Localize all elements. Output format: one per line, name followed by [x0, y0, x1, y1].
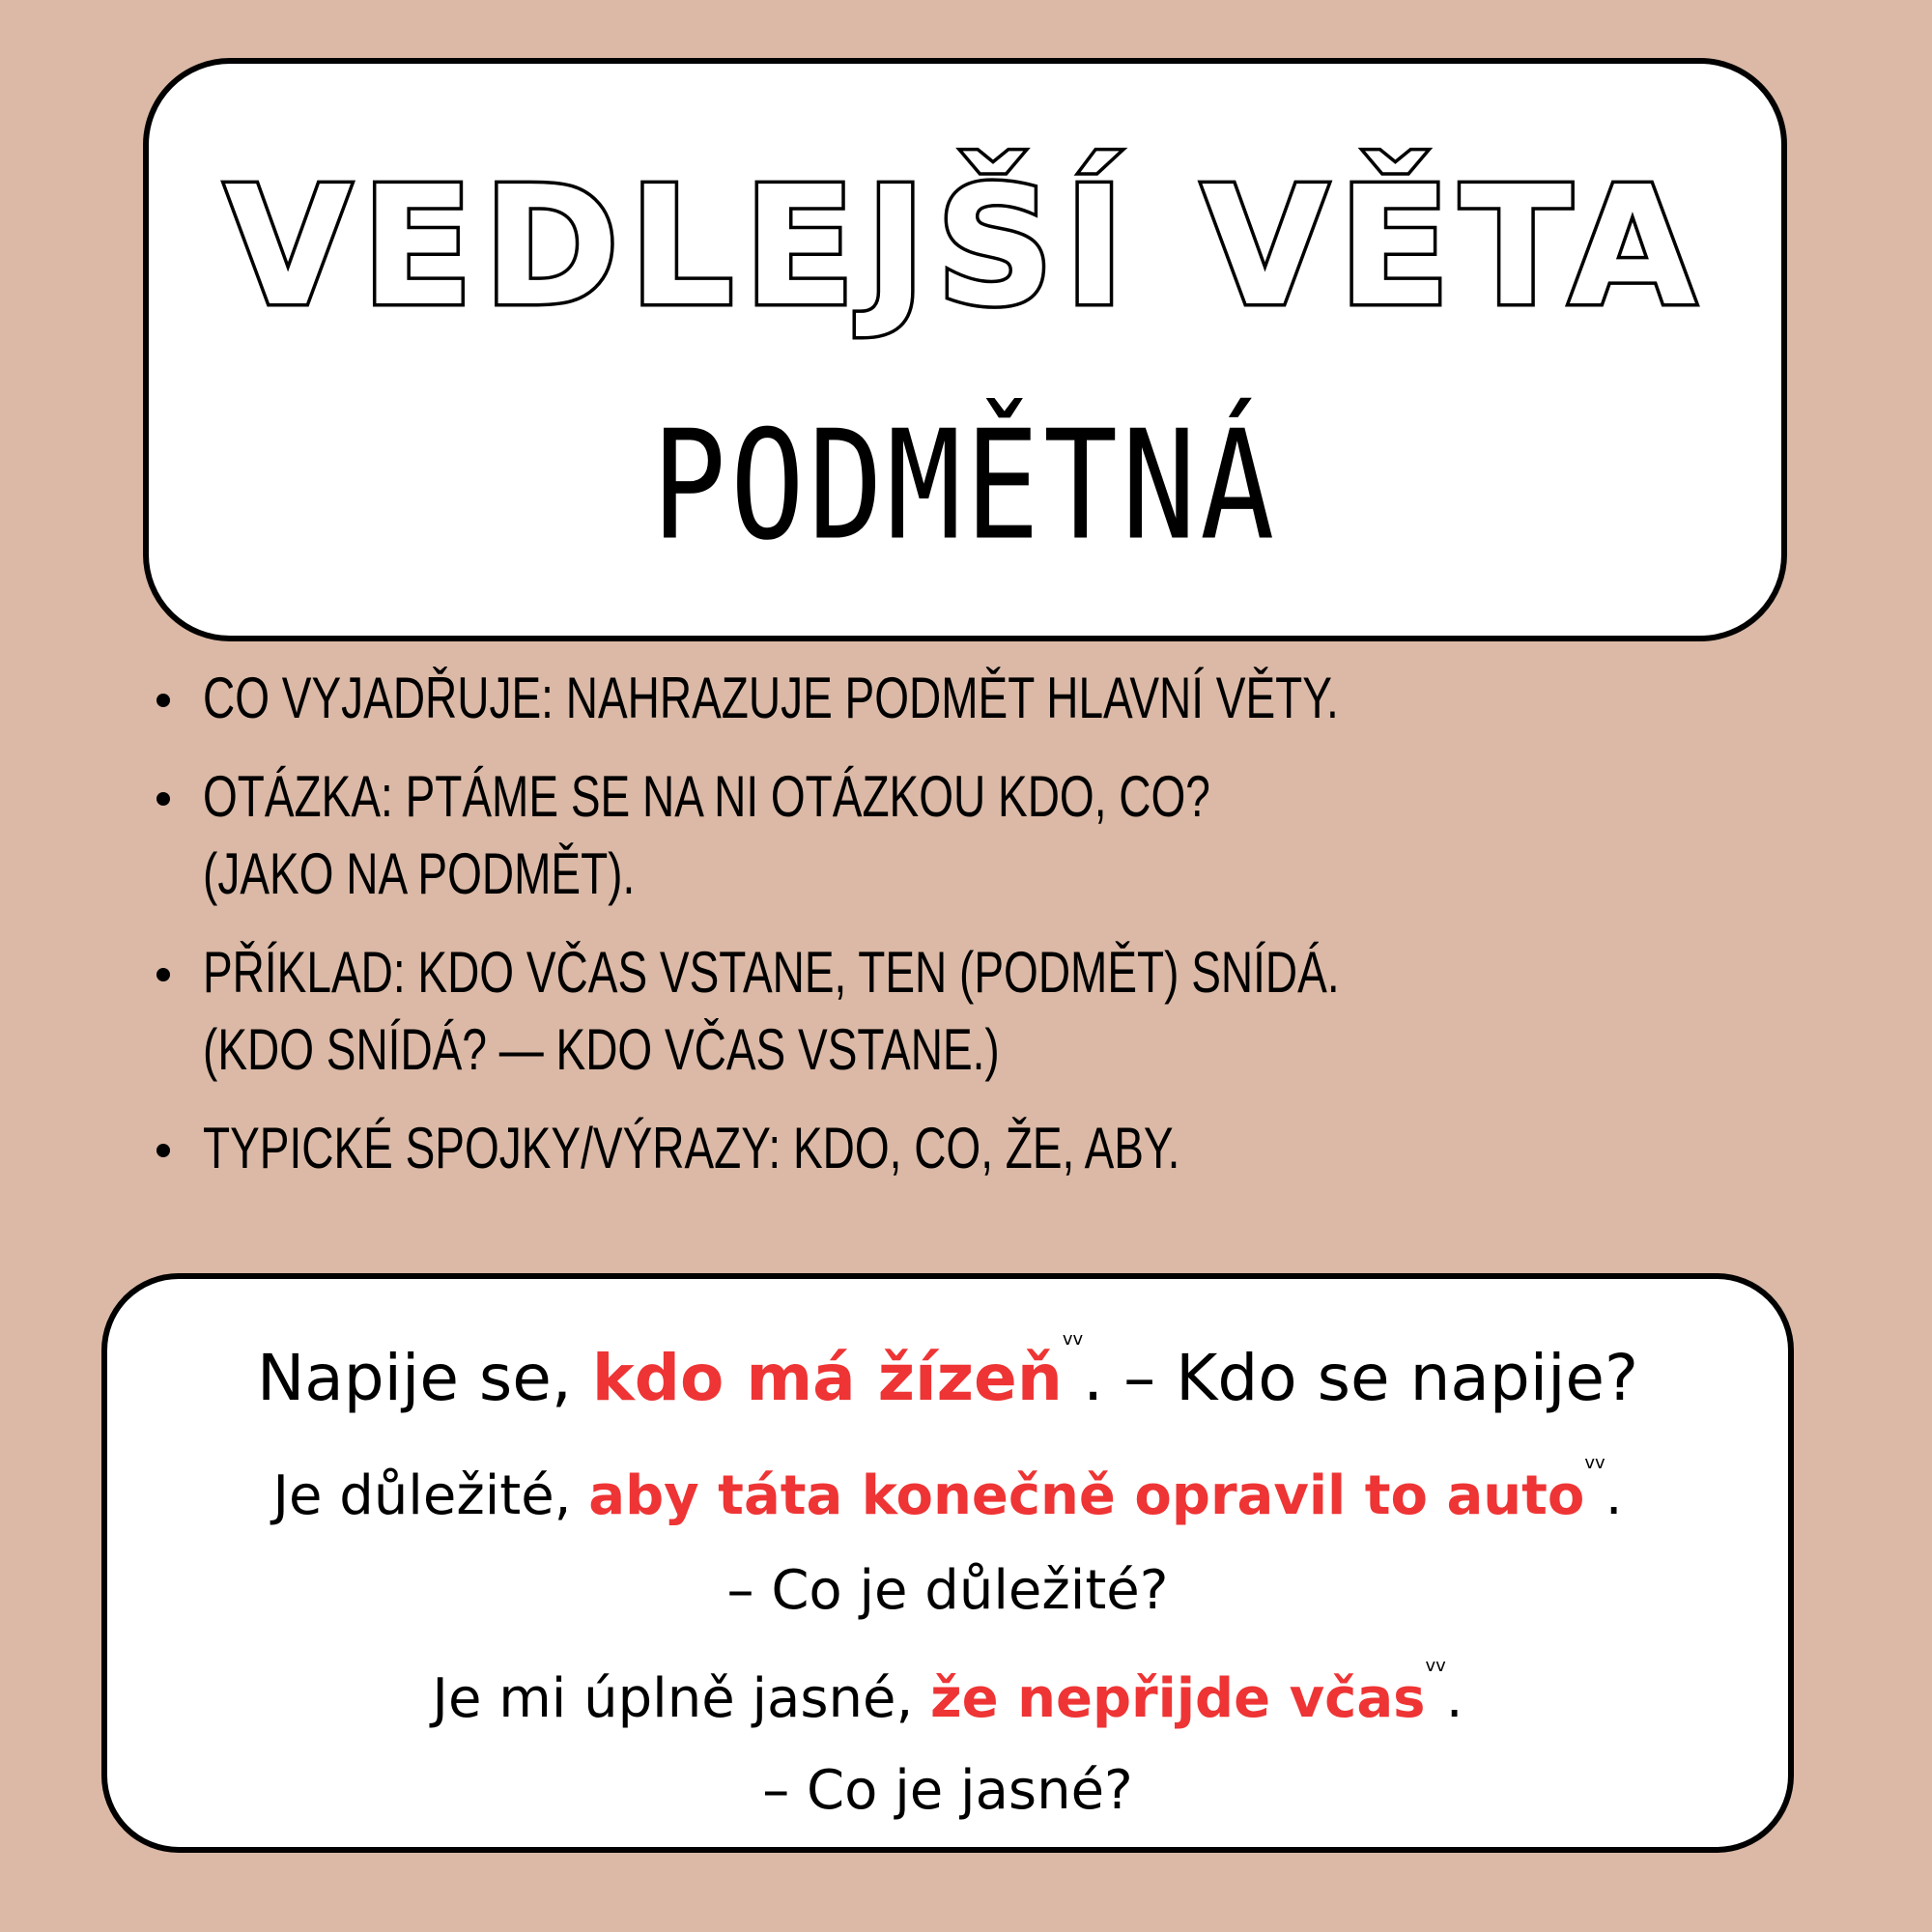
- bullet-item-expresses: [155, 659, 1507, 736]
- bullet-text: PŘÍKLAD: KDO VČAS VSTANE, TEN (PODMĚT) SNÍDÁ.: [203, 938, 1340, 1006]
- highlighted-clause: aby táta konečně opravil to auto: [588, 1464, 1585, 1527]
- bullet-item-conjunctions: [155, 1109, 1507, 1186]
- clause-end-mark: vv: [1584, 1453, 1605, 1473]
- bullet-item-question: [155, 757, 1507, 912]
- example-question-2: – Co je důležité?: [726, 1559, 1169, 1622]
- bullet-text: TYPICKÉ SPOJKY/VÝRAZY: KDO, CO, ŽE, ABY.: [203, 1114, 1180, 1181]
- example-text: Napije se,: [256, 1341, 592, 1415]
- bullet-text-continuation: (KDO SNÍDÁ? — KDO VČAS VSTANE.): [203, 1015, 1000, 1083]
- examples-card: [101, 1273, 1794, 1853]
- example-sentence-2: [107, 1453, 1788, 1527]
- bullet-text: OTÁZKA: PTÁME SE NA NI OTÁZKOU KDO, CO?: [203, 762, 1210, 830]
- bullet-item-example: [155, 933, 1507, 1088]
- clause-end-mark: vv: [1425, 1656, 1446, 1676]
- page-subtitle: PODMĚTNÁ: [651, 398, 1279, 575]
- example-text: .: [1445, 1667, 1463, 1730]
- bullet-dot-icon: [156, 1144, 170, 1157]
- bullet-dot-icon: [156, 792, 170, 806]
- highlighted-clause: kdo má žízeň: [591, 1341, 1063, 1415]
- bullet-dot-icon: [156, 694, 170, 707]
- highlighted-clause: že nepřijde včas: [930, 1667, 1426, 1730]
- bullet-text-continuation: (JAKO NA PODMĚT).: [203, 839, 636, 907]
- example-text: .: [1605, 1464, 1623, 1527]
- example-sentence-1: [107, 1329, 1788, 1415]
- example-sentence-3: [107, 1656, 1788, 1730]
- bullet-dot-icon: [156, 968, 170, 981]
- bullet-list: [155, 659, 1507, 1208]
- page-title: VEDLEJŠÍ VĚTA: [224, 152, 1706, 343]
- example-question-3: – Co je jasné?: [762, 1759, 1133, 1822]
- example-text: Je důležité,: [272, 1464, 589, 1527]
- clause-end-mark: vv: [1062, 1329, 1084, 1350]
- example-text: . – Kdo se napije?: [1083, 1341, 1639, 1415]
- bullet-text: CO VYJADŘUJE: NAHRAZUJE PODMĚT HLAVNÍ VĚTY.: [203, 664, 1339, 731]
- example-text: Je mi úplně jasné,: [432, 1667, 931, 1730]
- title-card: [143, 58, 1787, 641]
